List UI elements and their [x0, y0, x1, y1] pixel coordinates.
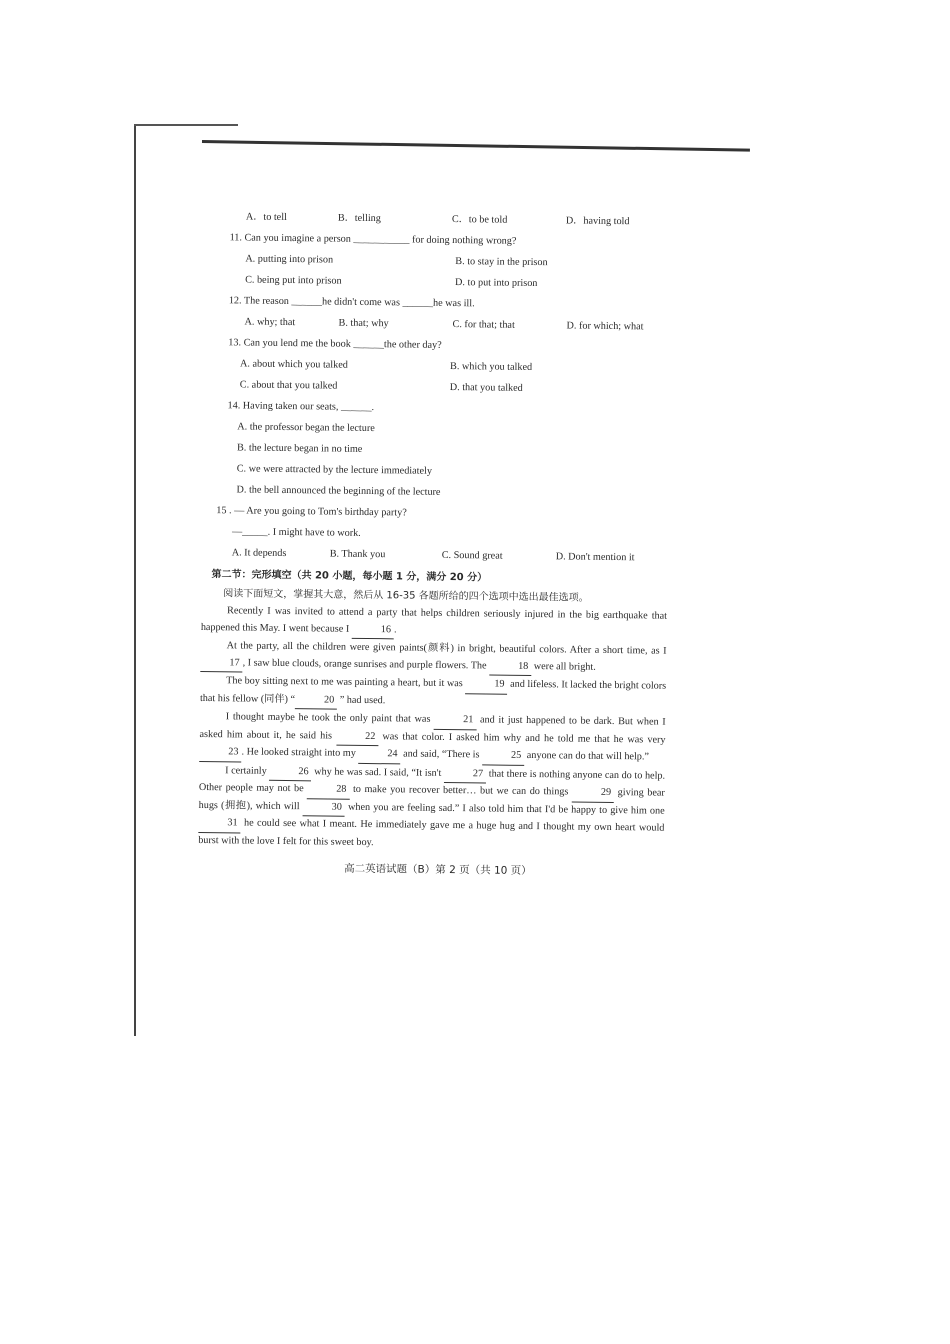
q14-option-d: D. the bell announced the beginning of the lecture	[236, 484, 441, 498]
p4-text-b: and it just happened to be dark. But when I asked him about it, he said his	[199, 714, 666, 742]
q15-option-d: D. Don't mention it	[555, 551, 635, 564]
scan-border-top	[134, 124, 238, 126]
p2-text-c: were all bright.	[531, 660, 596, 673]
p4-text-d: . He looked straight into my	[241, 746, 359, 759]
p5-text-c: that there is nothing anyone can do to help. Other people may not be	[198, 767, 666, 795]
p5-text-b: why he was sad. I said, “It isn't	[311, 765, 445, 779]
exam-page	[198, 206, 686, 880]
p2-text-a: At the party, all the children were given paints(颜料) in bright, beautiful colors. After a short time, as I	[226, 640, 667, 657]
q15-option-b: B. Thank you	[329, 548, 386, 561]
blank-28: 28	[307, 781, 349, 799]
cloze-passage	[198, 603, 667, 855]
q13-option-b: B. which you talked	[449, 360, 533, 373]
p5-text-f: when you are feeling sad.” I also told him that I'd be happy to give him one	[344, 801, 665, 817]
p3-text-b: and lifeless. It lacked the bright colors that his fellow (同伴) “	[199, 678, 667, 705]
p1-text-a: Recently I was invited to attend a party that helps children seriously injured in the big earthquake that happened this May. I went because I	[200, 605, 668, 635]
p4-text-c: was that color. I asked him why and he told me that he was very	[378, 730, 666, 746]
q13-option-c: C. about that you talked	[239, 379, 338, 392]
q15-reply: —_____. I might have to work.	[231, 526, 361, 539]
blank-25: 25	[482, 747, 524, 765]
section2-title: 第二节：完形填空（共 20 小题，每小题 1 分，满分 20 分）	[211, 569, 488, 584]
p5-text-g: he could see what I meant. He immediately gave me a huge hug and I thought my own heart would burst with the love I felt for this sweet boy.	[198, 817, 665, 848]
scan-border-left	[134, 124, 136, 1036]
header-rule	[202, 140, 750, 152]
q14-option-c: C. we were attracted by the lecture immediately	[236, 463, 433, 477]
p4-text-a: I thought maybe he took the only paint that was	[225, 711, 435, 725]
blank-18: 18	[489, 658, 531, 676]
blank-24: 24	[358, 746, 400, 764]
q13-stem: 13. Can you lend me the book ______the other day?	[228, 337, 442, 351]
blank-26: 26	[269, 763, 311, 781]
q15-options	[202, 542, 682, 569]
q11-option-d: D. to put into prison	[455, 277, 538, 290]
q12-option-b: B. that; why	[338, 317, 389, 330]
blank-31: 31	[198, 815, 240, 833]
q10-option-c: C．to be told	[451, 214, 508, 226]
blank-29: 29	[572, 785, 614, 803]
p5-text-d: to make you recover better… but we can do things	[349, 783, 573, 798]
q11-option-c: C. being put into prison	[245, 274, 342, 287]
q11-option-a: A. putting into prison	[245, 253, 334, 266]
blank-17: 17	[200, 654, 242, 672]
q14-option-b: B. the lecture began in no time	[236, 442, 363, 455]
q15-option-a: A. It depends	[231, 547, 287, 560]
q15-option-c: C. Sound great	[441, 549, 503, 562]
q12-option-d: D. for which; what	[566, 320, 644, 333]
blank-16: 16	[352, 621, 394, 639]
passage-paragraph-5	[198, 762, 665, 854]
q13-option-d: D. that you talked	[449, 381, 523, 394]
passage-paragraph-1	[201, 603, 667, 643]
p5-text-a: I certainly	[225, 764, 270, 777]
blank-21: 21	[434, 712, 476, 730]
q13-option-a: A. about which you talked	[240, 358, 348, 371]
passage-paragraph-4	[199, 709, 666, 767]
p5-text-e: giving bear hugs (拥抱), which will	[198, 787, 665, 812]
q12-stem: 12. The reason ______he didn't come was ______he was ill.	[228, 295, 475, 310]
p4-text-f: anyone can do that will help.”	[524, 749, 650, 763]
blank-19: 19	[465, 676, 507, 694]
passage-paragraph-3	[200, 673, 666, 714]
blank-23: 23	[199, 744, 241, 762]
p3-text-a: The boy sitting next to me was painting a heart, but it was	[226, 675, 466, 690]
q10-option-d: D．having told	[565, 215, 630, 228]
p2-text-b: , I saw blue clouds, orange sunrises and purple flowers. The	[242, 656, 490, 671]
blank-22: 22	[336, 728, 378, 746]
q14-option-a: A. the professor began the lecture	[237, 421, 375, 435]
q14-stem: 14. Having taken our seats, ______.	[227, 400, 375, 414]
blank-20: 20	[295, 692, 337, 710]
section2-instruction: 阅读下面短文，掌握其大意，然后从 16-35 各题所给的四个选项中选出最佳选项。	[223, 588, 589, 604]
blank-30: 30	[303, 799, 345, 817]
blank-27: 27	[444, 765, 486, 783]
page-footer: 高二英语试题（B）第 2 页（共 10 页）	[344, 862, 532, 878]
p1-text-c: .	[393, 623, 397, 635]
q12-option-c: C. for that; that	[452, 319, 515, 331]
p4-text-e: and said, “There is	[400, 748, 483, 761]
p3-text-c: ” had used.	[337, 694, 386, 706]
q15-stem: 15 . — Are you going to Tom's birthday party?	[216, 505, 407, 519]
q10-option-a: A．to tell	[245, 211, 287, 223]
q10-option-b: B．telling	[337, 212, 381, 225]
q11-stem: 11. Can you imagine a person ___________ for doing nothing wrong?	[229, 232, 517, 247]
q11-option-b: B. to stay in the prison	[455, 256, 548, 269]
q12-option-a: A. why; that	[244, 316, 296, 329]
passage-paragraph-2	[200, 638, 666, 678]
